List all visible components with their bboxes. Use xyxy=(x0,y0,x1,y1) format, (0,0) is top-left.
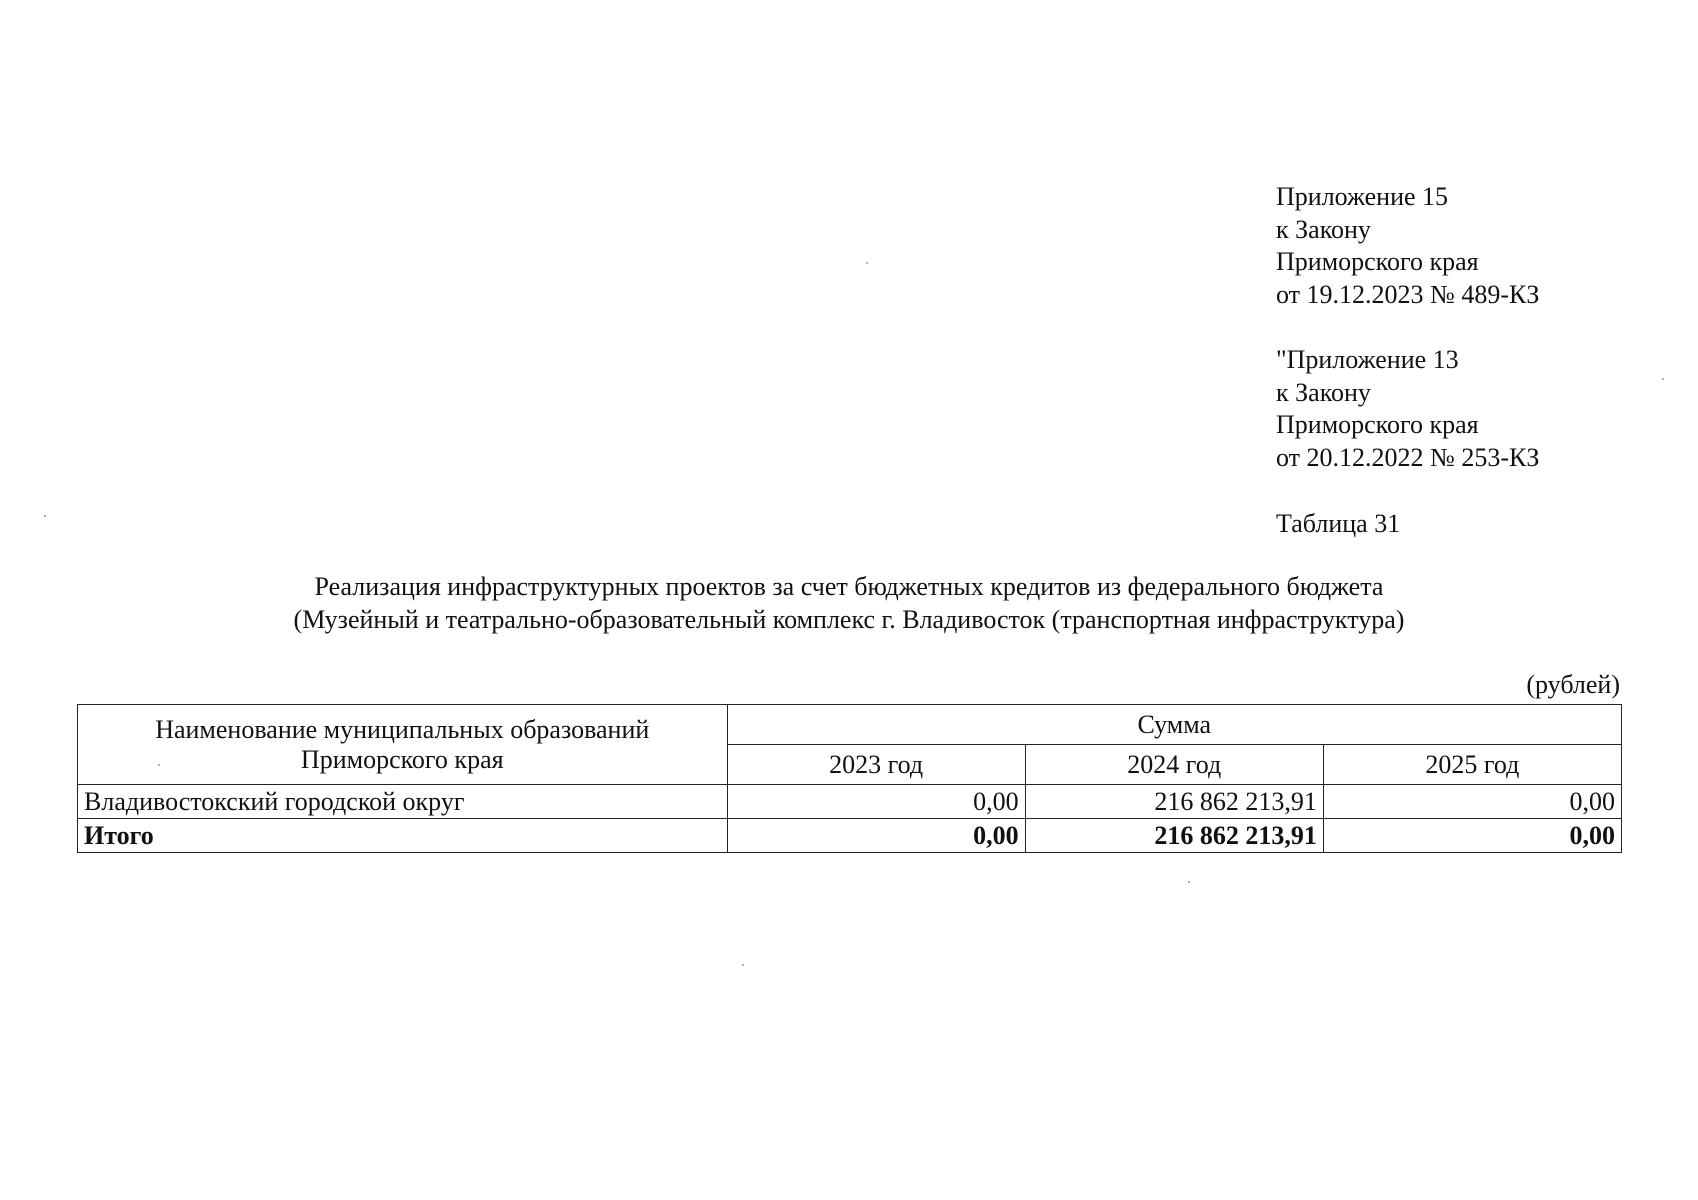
table-header-row xyxy=(78,705,1622,745)
total-value-2023: 0,00 xyxy=(727,819,1025,853)
total-value-2024: 216 862 213,91 xyxy=(1025,819,1323,853)
units-label: (рублей) xyxy=(1526,670,1620,699)
header-year-2025: 2025 год xyxy=(1323,745,1621,785)
table-row xyxy=(78,785,1622,819)
appendix-15-date-number: от 19.12.2023 № 489-КЗ xyxy=(1276,279,1540,309)
document-title-line-1: Реализация инфраструктурных проектов за счет бюджетных кредитов из федерального бюджета xyxy=(314,572,1384,601)
header-sum: Сумма xyxy=(727,705,1621,745)
header-municipality: Наименование муниципальных образований Приморского края xyxy=(78,705,728,785)
scan-speck xyxy=(1662,378,1664,380)
appendix-15-region: Приморского края xyxy=(1276,247,1479,276)
appendix-13-date-number: от 20.12.2022 № 253-КЗ xyxy=(1276,442,1540,472)
scan-speck xyxy=(44,515,46,517)
appendix-13-title: "Приложение 13 xyxy=(1276,345,1459,374)
appendix-15-title: Приложение 15 xyxy=(1276,182,1449,211)
total-value-2025: 0,00 xyxy=(1323,819,1621,853)
document-title-line-2: (Музейный и театрально-образовательный комплекс г. Владивосток (транспортная инфраструктура) xyxy=(293,605,1405,634)
appendix-13-reference xyxy=(1276,344,1539,474)
appendix-15-law: к Закону xyxy=(1276,214,1371,244)
row-value-2024: 216 862 213,91 xyxy=(1025,785,1323,819)
header-year-2023: 2023 год xyxy=(727,745,1025,785)
scan-speck xyxy=(742,964,744,966)
total-row xyxy=(78,819,1622,853)
document-title xyxy=(0,570,1698,636)
scan-speck xyxy=(1188,881,1190,883)
appendix-15-reference xyxy=(1276,181,1539,311)
appendix-13-law: к Закону xyxy=(1276,377,1371,407)
scan-speck xyxy=(158,764,160,766)
budget-table xyxy=(77,704,1622,853)
appendix-13-region: Приморского края xyxy=(1276,410,1479,439)
table-label: Таблица 31 xyxy=(1276,509,1401,538)
total-label: Итого xyxy=(78,819,728,853)
scan-speck xyxy=(866,262,868,264)
row-municipality-name: Владивостокский городской округ xyxy=(78,785,728,819)
row-value-2025: 0,00 xyxy=(1323,785,1621,819)
row-value-2023: 0,00 xyxy=(727,785,1025,819)
header-year-2024: 2024 год xyxy=(1025,745,1323,785)
